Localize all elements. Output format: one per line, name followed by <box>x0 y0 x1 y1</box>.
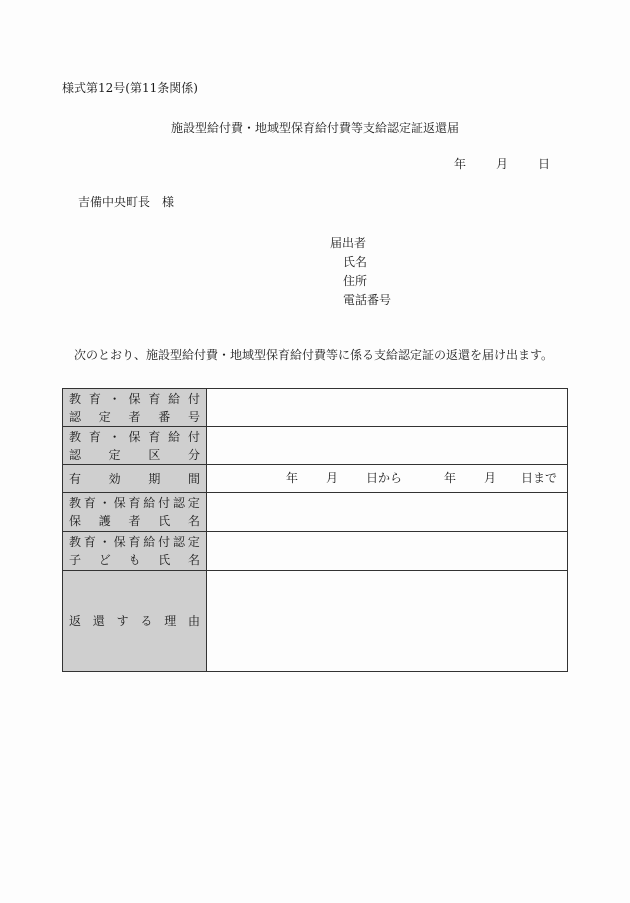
row-label-line <box>69 470 200 488</box>
label-char: 育 <box>83 535 96 549</box>
label-char: 由 <box>187 614 200 628</box>
row-label <box>63 465 207 493</box>
period-start-day: 日から <box>366 471 403 485</box>
label-char: 者 <box>128 409 141 424</box>
applicant-heading: 届出者 <box>330 236 367 250</box>
row-label-line <box>69 533 200 551</box>
label-char: 分 <box>187 447 200 462</box>
certification-category-field[interactable] <box>207 427 568 465</box>
date-month: 月 <box>495 157 508 171</box>
label-char: ・ <box>98 535 111 549</box>
label-char: 付 <box>158 535 171 549</box>
label-char: 給 <box>168 391 181 406</box>
period-end-month: 月 <box>484 471 497 485</box>
label-char: 氏 <box>158 514 171 528</box>
label-char: ・ <box>108 429 121 444</box>
period-start-year: 年 <box>286 471 299 485</box>
period-end-year: 年 <box>444 471 457 485</box>
validity-period <box>207 465 567 492</box>
label-char: 区 <box>148 447 161 462</box>
label-char: 認 <box>69 447 82 462</box>
label-char: 保 <box>113 535 126 549</box>
label-char: 教 <box>69 496 82 510</box>
label-char: ・ <box>108 391 121 406</box>
date-year: 年 <box>453 157 466 171</box>
label-char: 定 <box>108 447 121 462</box>
label-char: 育 <box>88 429 101 444</box>
guardian-name-field[interactable] <box>207 493 568 532</box>
child-name-field[interactable] <box>207 532 568 571</box>
label-char: 教 <box>69 429 82 444</box>
label-char: 付 <box>158 496 171 510</box>
label-char: 付 <box>187 429 200 444</box>
certificate-number-field[interactable] <box>207 389 568 427</box>
label-char: 間 <box>187 471 200 486</box>
period-start-month: 月 <box>326 471 339 485</box>
label-char: る <box>140 614 153 628</box>
info-table <box>62 388 568 672</box>
addressee: 吉備中央町長 様 <box>78 195 175 209</box>
label-char: 育 <box>128 535 141 549</box>
date-day: 日 <box>537 157 550 171</box>
label-char: 認 <box>69 409 82 424</box>
applicant-name-label: 氏名 <box>343 255 368 269</box>
row-label <box>63 389 207 427</box>
label-char: 保 <box>128 429 141 444</box>
row-label <box>63 493 207 532</box>
label-char: 番 <box>158 409 171 424</box>
form-number: 様式第12号(第11条関係) <box>62 81 198 95</box>
label-char: 効 <box>108 471 121 486</box>
label-char: 保 <box>113 496 126 510</box>
row-label <box>63 427 207 465</box>
applicant-phone-label: 電話番号 <box>343 293 392 307</box>
label-char: 名 <box>187 553 200 567</box>
return-reason-field[interactable] <box>207 571 568 672</box>
label-char: 定 <box>187 496 200 510</box>
label-char: 還 <box>92 614 105 628</box>
label-char: 有 <box>69 471 82 486</box>
label-char: 教 <box>69 391 82 406</box>
label-char: 定 <box>187 535 200 549</box>
label-char: 認 <box>173 535 186 549</box>
label-char: 教 <box>69 535 82 549</box>
label-char: 号 <box>187 409 200 424</box>
label-char: 返 <box>69 614 82 628</box>
row-label-line <box>69 390 200 408</box>
label-char: ・ <box>98 496 111 510</box>
label-char: 氏 <box>158 553 171 567</box>
label-char: 育 <box>83 496 96 510</box>
label-char: 育 <box>148 391 161 406</box>
row-label <box>63 571 207 672</box>
label-char: 期 <box>148 471 161 486</box>
table-row <box>63 571 568 672</box>
row-label-line <box>69 428 200 446</box>
table-row <box>63 465 568 493</box>
document-title: 施設型給付費・地域型保育給付費等支給認定証返還届 <box>170 121 459 135</box>
table-row <box>63 493 568 532</box>
validity-period-field[interactable] <box>207 465 568 493</box>
period-end-day: 日まで <box>521 471 558 485</box>
label-char: 護 <box>98 514 111 528</box>
label-char: 保 <box>69 514 82 528</box>
label-char: ど <box>98 553 111 567</box>
row-label-line <box>69 494 200 512</box>
label-char: す <box>116 614 129 628</box>
table-row <box>63 532 568 571</box>
row-label-line <box>69 446 200 464</box>
row-label-line <box>69 612 200 630</box>
table-row <box>63 389 568 427</box>
date-line <box>454 156 550 172</box>
label-char: 定 <box>98 409 111 424</box>
label-char: 子 <box>69 553 82 567</box>
row-label-line <box>69 551 200 569</box>
row-label-line <box>69 512 200 530</box>
label-char: 給 <box>143 496 156 510</box>
label-char: 認 <box>173 496 186 510</box>
label-char: 保 <box>128 391 141 406</box>
row-label <box>63 532 207 571</box>
label-char: 給 <box>168 429 181 444</box>
table-row <box>63 427 568 465</box>
applicant-address-label: 住所 <box>343 274 368 288</box>
label-char: 者 <box>128 514 141 528</box>
label-char: 付 <box>187 391 200 406</box>
body-text: 次のとおり、施設型給付費・地域型保育給付費等に係る支給認定証の返還を届け出ます。 <box>74 348 554 362</box>
label-char: 名 <box>187 514 200 528</box>
label-char: 給 <box>143 535 156 549</box>
label-char: も <box>128 553 141 567</box>
label-char: 育 <box>148 429 161 444</box>
row-label-line <box>69 408 200 426</box>
applicant-block <box>330 234 391 310</box>
label-char: 理 <box>164 614 177 628</box>
label-char: 育 <box>128 496 141 510</box>
label-char: 育 <box>88 391 101 406</box>
